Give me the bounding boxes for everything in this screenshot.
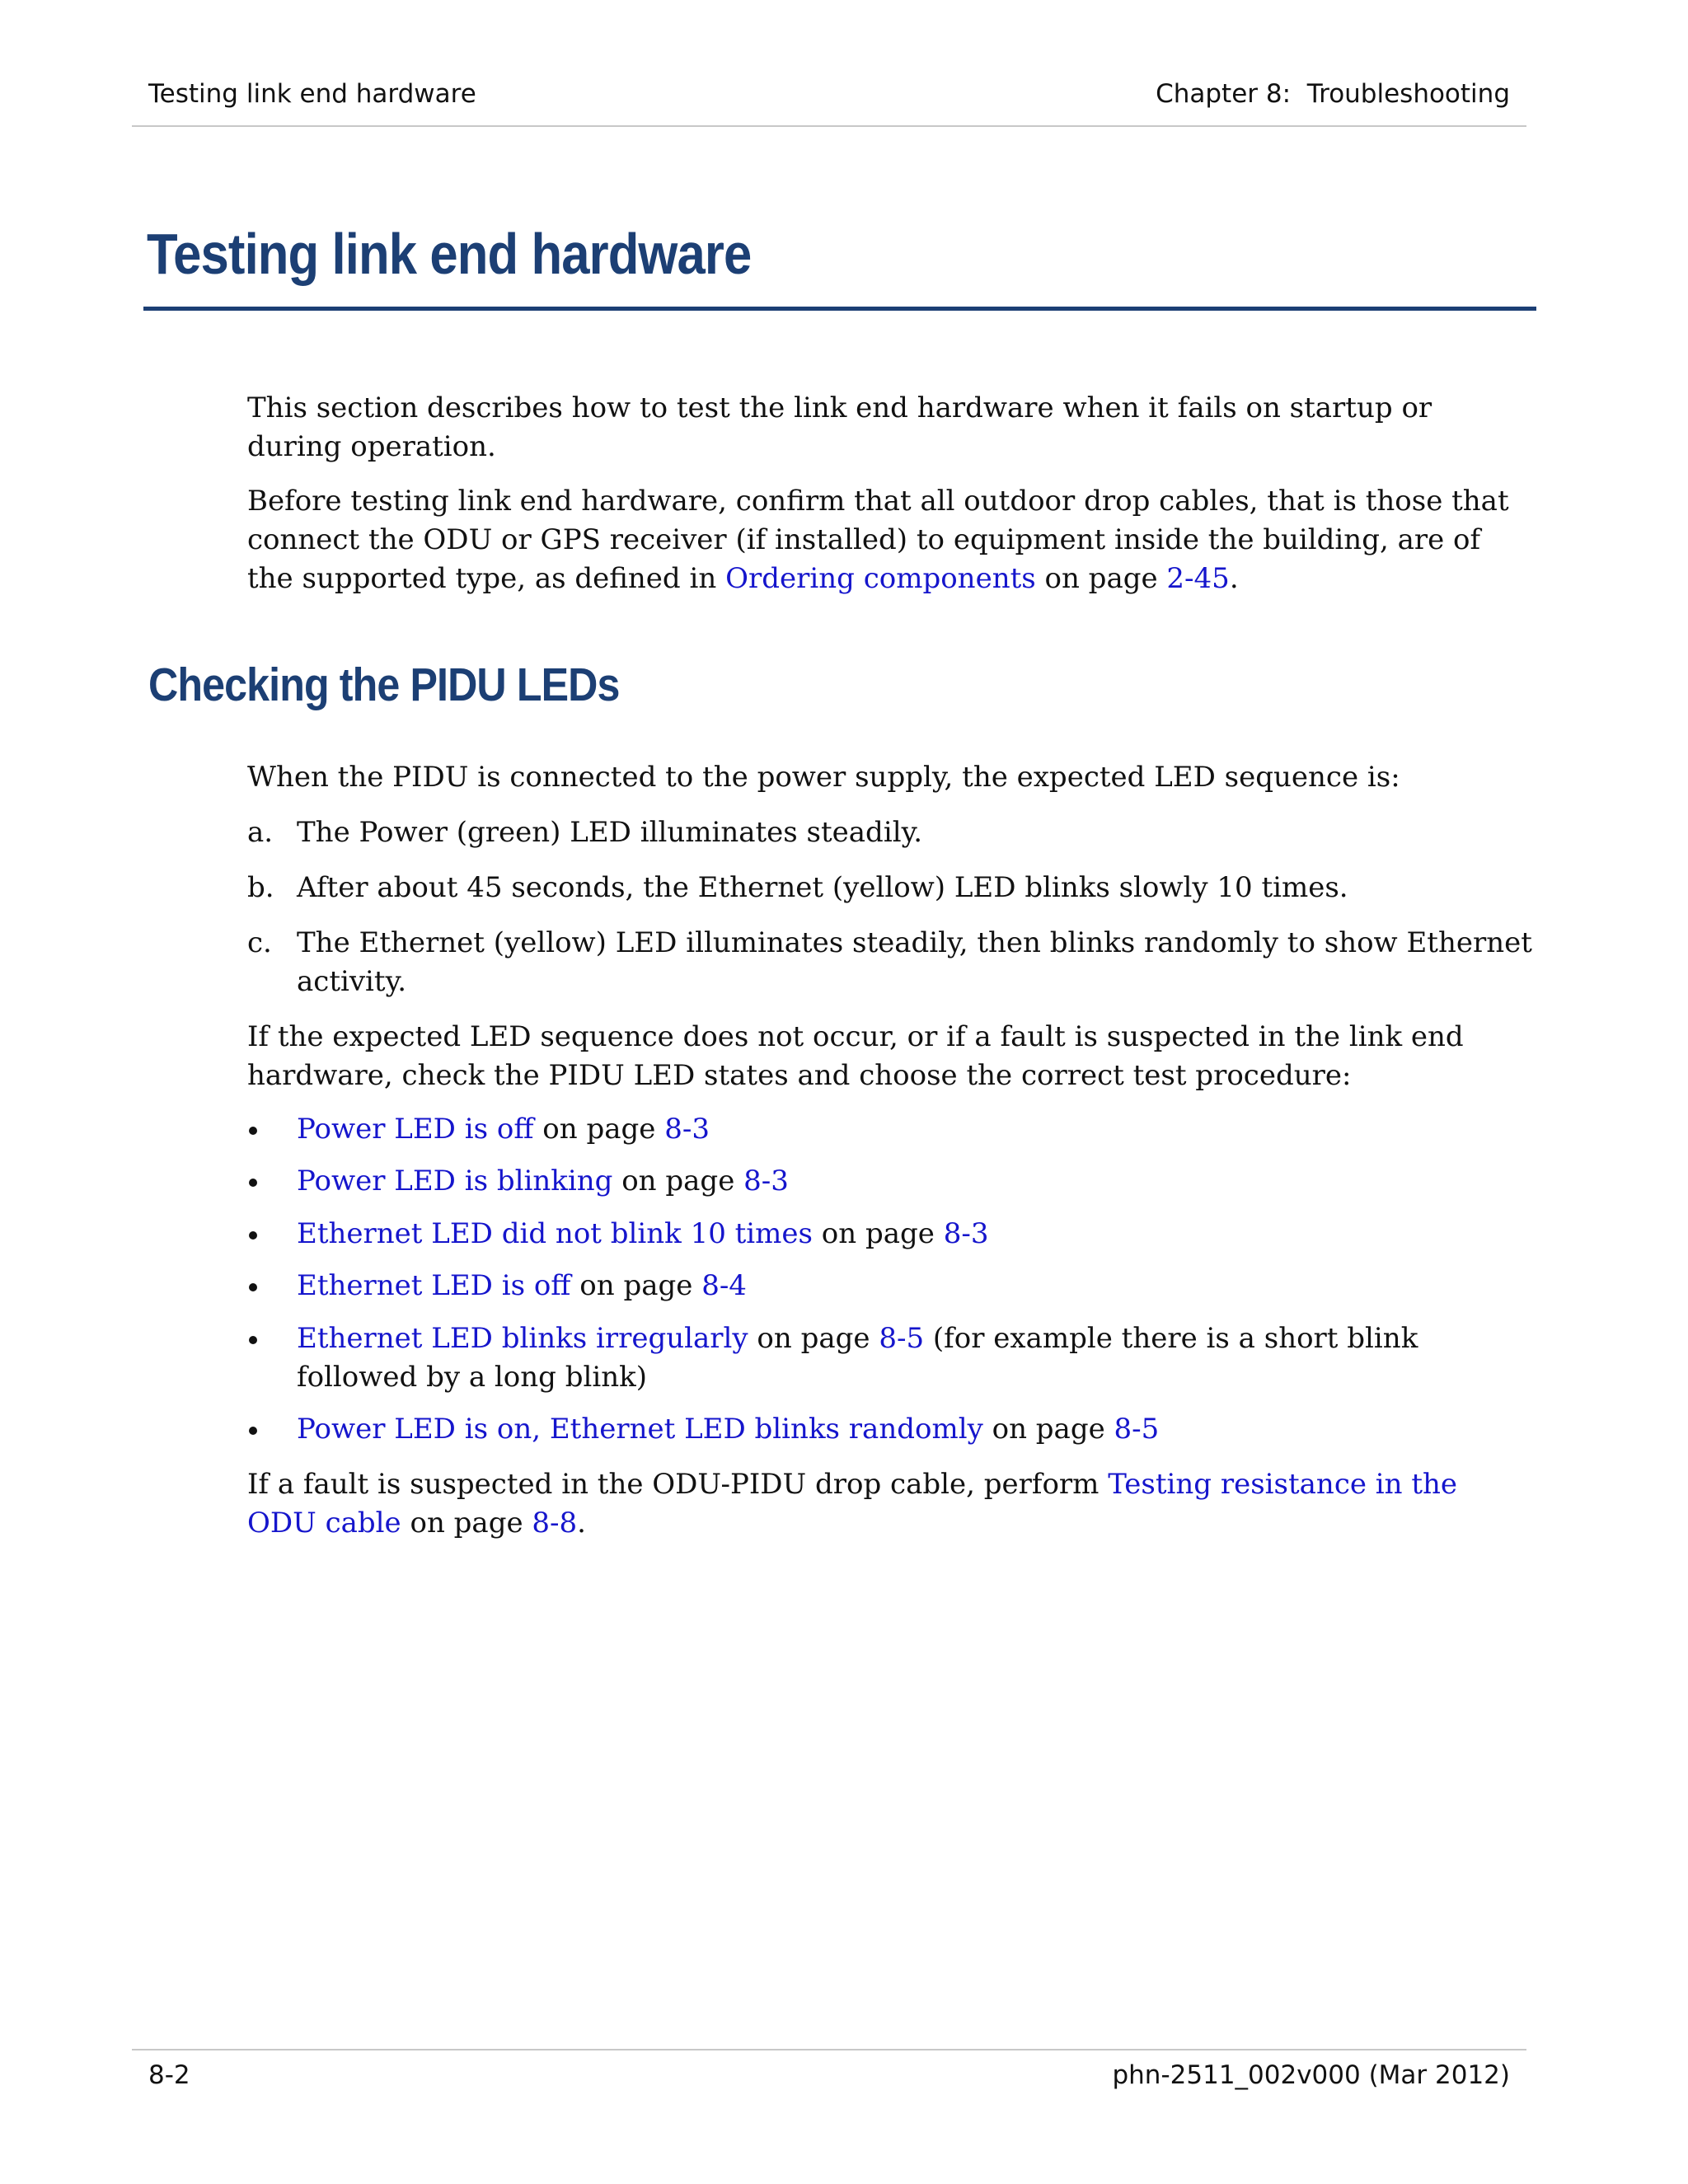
link-power-led-off[interactable]: Power LED is off (297, 1113, 534, 1146)
step-marker: b. (247, 871, 274, 904)
final-text: If a fault is suspected in the ODU-PIDU drop cable, perform (247, 1468, 1109, 1501)
link-ordering-components[interactable]: Ordering components (725, 562, 1036, 595)
on-page-text: on page (612, 1165, 744, 1197)
link-page-number[interactable]: 8-4 (701, 1269, 747, 1302)
on-page-text: on page (533, 1113, 665, 1146)
bullet-icon (249, 1283, 257, 1291)
step-text: The Ethernet (yellow) LED illuminates steadily, then blinks randomly to show Ethernet activity. (297, 926, 1532, 998)
bullet-icon (249, 1179, 257, 1187)
step-marker: a. (247, 816, 274, 849)
link-ethernet-led-blinks-irregularly[interactable]: Ethernet LED blinks irregularly (297, 1322, 748, 1355)
intro-p2-end: . (1229, 562, 1239, 595)
link-page-number[interactable]: 8-3 (943, 1217, 989, 1250)
document-id: phn-2511_002v000 (Mar 2012) (1112, 2060, 1510, 2090)
link-page-number[interactable]: 8-3 (664, 1113, 710, 1146)
bullet-icon (249, 1336, 257, 1344)
footer-divider (132, 2049, 1526, 2050)
intro-paragraph-2 (247, 482, 1533, 598)
fault-paragraph: If the expected LED sequence does not occur, or if a fault is suspected in the link end hardware, check the PIDU LED states and choose the correct test procedure: (247, 1020, 1464, 1092)
link-page-number[interactable]: 8-5 (1114, 1413, 1160, 1446)
bullet-item (247, 1110, 1533, 1149)
sequence-step-b (247, 869, 1533, 907)
running-header (148, 79, 1510, 112)
link-page-8-8[interactable]: 8-8 (532, 1507, 578, 1540)
on-page-text: on page (748, 1322, 879, 1355)
sequence-step-a (247, 813, 1533, 852)
bullet-item (247, 1410, 1533, 1449)
header-divider (132, 125, 1526, 127)
on-page-text: on page (982, 1413, 1114, 1446)
section-heading: Checking the PIDU LEDs (148, 658, 620, 711)
final-end: . (577, 1507, 586, 1540)
running-footer (148, 2060, 1510, 2093)
on-page-text: on page (570, 1269, 702, 1302)
step-text: The Power (green) LED illuminates steadily. (297, 816, 923, 849)
link-testing-resistance[interactable]: Testing resistance in the ODU cable (247, 1468, 1458, 1540)
header-chapter-title: Chapter 8: Troubleshooting (1156, 79, 1510, 109)
bullet-item (247, 1319, 1533, 1397)
on-page-text: on page (813, 1217, 944, 1250)
sequence-step-c (247, 924, 1533, 1001)
link-page-2-45[interactable]: 2-45 (1166, 562, 1230, 595)
step-text: After about 45 seconds, the Ethernet (yellow) LED blinks slowly 10 times. (297, 871, 1348, 904)
link-page-number[interactable]: 8-5 (879, 1322, 925, 1355)
link-ethernet-led-did-not-blink[interactable]: Ethernet LED did not blink 10 times (297, 1217, 813, 1250)
bullet-item (247, 1162, 1533, 1201)
bullet-suffix: (for example there is a short blink followed by a long blink) (297, 1322, 1418, 1394)
final-on-page: on page (401, 1507, 532, 1540)
link-power-led-blinking[interactable]: Power LED is blinking (297, 1165, 613, 1197)
bullet-item (247, 1215, 1533, 1254)
step-marker: c. (247, 926, 272, 959)
bullet-item (247, 1267, 1533, 1305)
bullet-icon (249, 1231, 257, 1240)
bullet-icon (249, 1427, 257, 1435)
intro-paragraph-1: This section describes how to test the link end hardware when it fails on startup or during operation. (247, 391, 1432, 463)
led-sequence-lead: When the PIDU is connected to the power supply, the expected LED sequence is: (247, 761, 1400, 794)
intro-p2-text: Before testing link end hardware, confirm that all outdoor drop cables, that is those that connect the ODU or GPS receiver (if installed) to equipment inside the building, are of the supported type, as defined in (247, 485, 1509, 595)
bullet-icon (249, 1127, 257, 1135)
title-underline (143, 307, 1536, 311)
page-number: 8-2 (148, 2060, 190, 2090)
final-paragraph (247, 1465, 1533, 1543)
header-section-title: Testing link end hardware (148, 79, 476, 109)
link-power-led-on-ethernet-random[interactable]: Power LED is on, Ethernet LED blinks randomly (297, 1413, 983, 1446)
page-title: Testing link end hardware (147, 222, 752, 286)
link-ethernet-led-off[interactable]: Ethernet LED is off (297, 1269, 571, 1302)
intro-p2-on-page: on page (1035, 562, 1167, 595)
link-page-number[interactable]: 8-3 (743, 1165, 789, 1197)
